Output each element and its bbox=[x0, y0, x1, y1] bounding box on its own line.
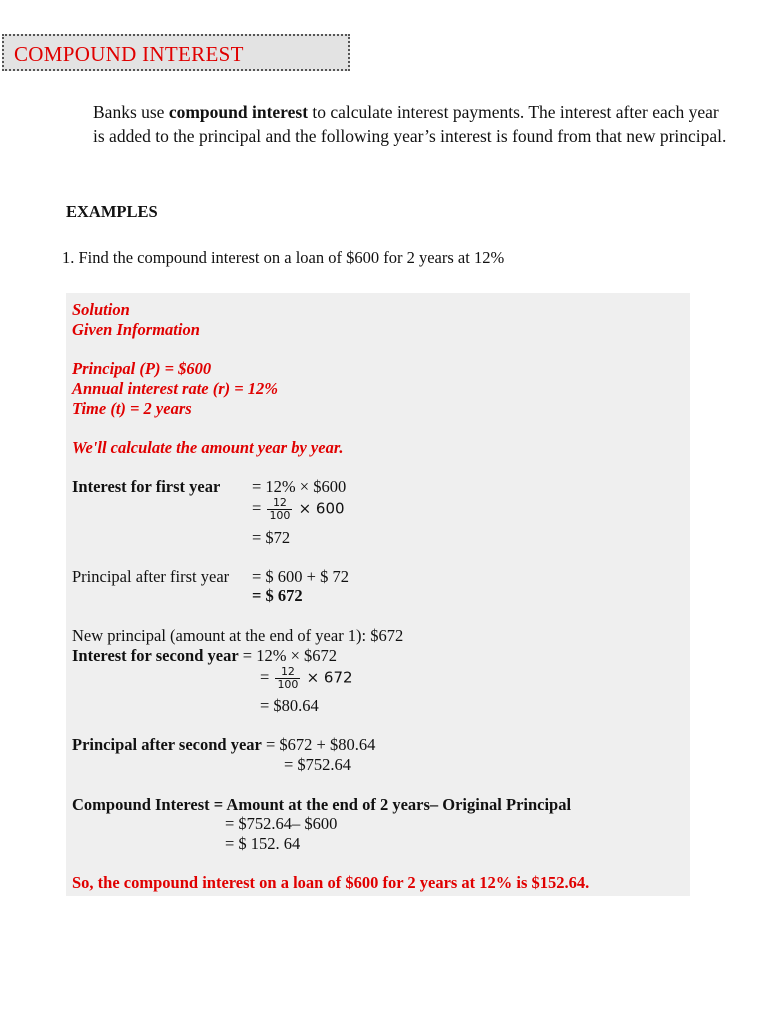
y1-principal-label: Principal after first year bbox=[72, 567, 230, 586]
y1-step3: = $72 bbox=[252, 528, 291, 547]
ci-step1: = $752.64– $600 bbox=[225, 814, 338, 833]
y1-principal-step1: = $ 600 + $ 72 bbox=[252, 567, 349, 586]
y1-step2 bbox=[252, 497, 345, 522]
y2-step2 bbox=[260, 666, 353, 691]
y2-principal-step2: = $752.64 bbox=[284, 755, 352, 774]
given-time: Time (t) = 2 years bbox=[72, 399, 192, 418]
y2-step2-eq: = bbox=[260, 667, 270, 687]
y2-step1: = 12% × $672 bbox=[238, 646, 338, 665]
solution-label: Solution bbox=[72, 300, 130, 319]
fraction-12-over-100 bbox=[275, 666, 300, 691]
y2-principal-line bbox=[72, 735, 375, 755]
example-question: 1. Find the compound interest on a loan of $600 for 2 years at 12% bbox=[62, 248, 505, 267]
y2-step3: = $80.64 bbox=[260, 696, 319, 715]
ci-label: Compound Interest = Amount at the end of 2 years– Original Principal bbox=[72, 795, 572, 814]
intro-paragraph bbox=[93, 101, 733, 148]
title-box bbox=[2, 34, 350, 71]
intro-text-start: Banks use bbox=[93, 102, 169, 122]
y1-step2-rest: × 600 bbox=[298, 499, 345, 518]
y1-step2-eq: = bbox=[252, 498, 262, 518]
y2-step2-rest: × 672 bbox=[306, 668, 353, 687]
conclusion: So, the compound interest on a loan of $600 for 2 years at 12% is $152.64. bbox=[72, 873, 590, 892]
fraction-denominator: 100 bbox=[269, 509, 291, 522]
y2-principal-step1: = $672 + $80.64 bbox=[261, 735, 376, 754]
intro-bold-term: compound interest bbox=[168, 102, 309, 122]
given-rate: Annual interest rate (r) = 12% bbox=[72, 379, 279, 398]
y2-interest-line bbox=[72, 646, 337, 666]
examples-heading: EXAMPLES bbox=[66, 202, 158, 221]
ci-step2: = $ 152. 64 bbox=[225, 834, 301, 853]
page-title: COMPOUND INTEREST bbox=[14, 42, 244, 66]
new-principal-line: New principal (amount at the end of year 1): $672 bbox=[72, 626, 404, 645]
y1-principal-step2: = $ 672 bbox=[252, 586, 303, 605]
calc-note: We'll calculate the amount year by year. bbox=[72, 438, 344, 457]
intro-text-end: to calculate interest payments. The interest after each year is added to the principal and the following year’s interest is found from that new principal. bbox=[93, 102, 727, 146]
fraction-12-over-100 bbox=[267, 497, 292, 522]
y2-principal-label: Principal after second year bbox=[72, 735, 262, 754]
y1-step1: = 12% × $600 bbox=[252, 477, 347, 496]
fraction-denominator: 100 bbox=[277, 678, 299, 691]
y2-interest-label: Interest for second year bbox=[72, 646, 239, 665]
given-principal: Principal (P) = $600 bbox=[72, 359, 212, 378]
given-info-label: Given Information bbox=[72, 320, 200, 339]
fraction-numerator: 12 bbox=[272, 496, 287, 509]
fraction-numerator: 12 bbox=[280, 665, 295, 678]
y1-interest-label: Interest for first year bbox=[72, 477, 221, 496]
